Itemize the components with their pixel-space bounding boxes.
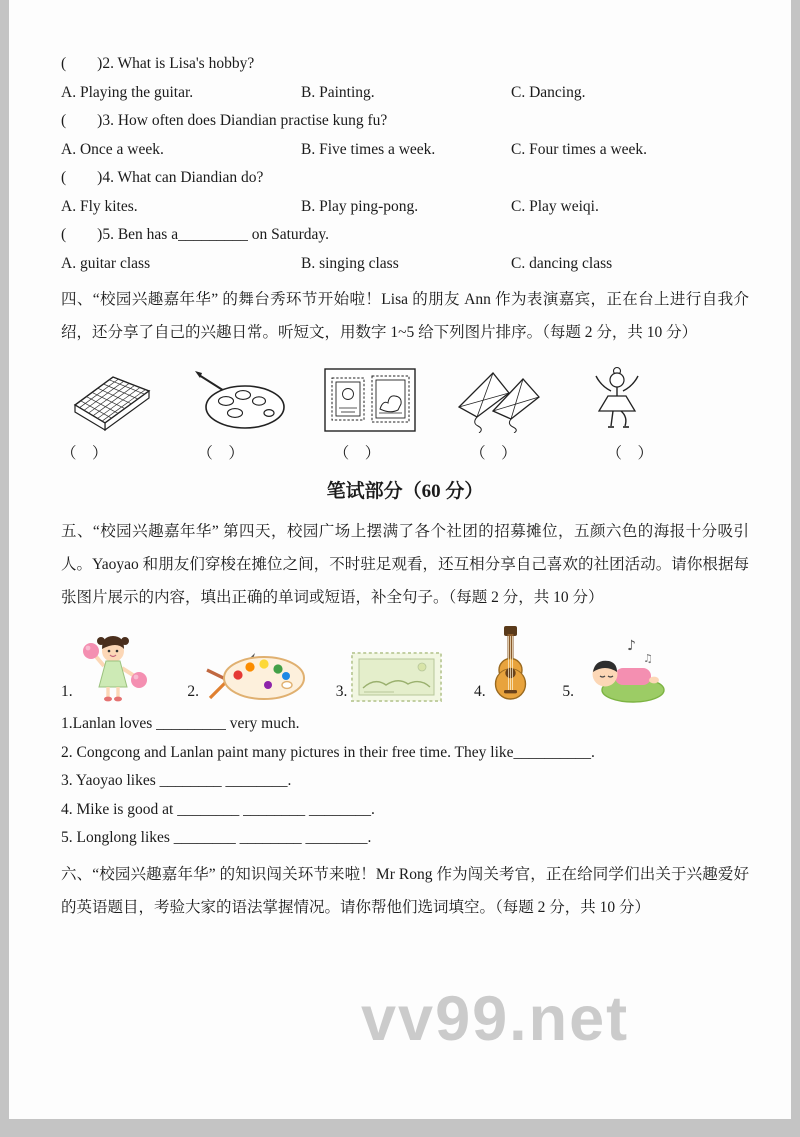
options-row-4	[61, 193, 749, 222]
section5-instructions: 五、“校园兴趣嘉年华” 第四天，校园广场上摆满了各个社团的招募摊位，五颜六色的海报十分吸引人。Yaoyao 和朋友们穿梭在摊位之间，不时驻足观看，还互相分享自己喜欢的社团活动。请你根据每张图片展示的内容，填出正确的单词或短语，补全句子。（每题 2 分，共 10 分）	[61, 523, 749, 606]
fill-in-sentence-1: 1.Lanlan loves _________ very much.	[61, 715, 300, 732]
options-row-5	[61, 250, 749, 279]
picture-item	[324, 367, 416, 433]
section4-picture-row	[61, 363, 653, 433]
paint-palette-icon	[193, 367, 288, 433]
option-c: C. Dancing.	[511, 83, 586, 101]
svg-text:♫: ♫	[643, 652, 653, 665]
option-a: A. guitar class	[61, 254, 151, 272]
item-number: 3.	[335, 683, 348, 700]
picture-item	[581, 363, 653, 433]
option-a: A. Once a week.	[61, 140, 164, 158]
weiqi-board-icon	[61, 367, 156, 433]
fill-in-sentence-2: 2. Congcong and Lanlan paint many pictures in their free time. They like__________.	[61, 743, 595, 761]
paper-sheet	[9, 0, 791, 1119]
option-a: A. Playing the guitar.	[61, 83, 194, 101]
cheering-girl-icon	[76, 624, 158, 704]
picture-item	[336, 650, 445, 704]
fill-in-sentence-4: 4. Mike is good at ________ ________ ________.	[61, 800, 375, 818]
question-stem-3: ( )3. How often does Diandian practise kung fu?	[61, 112, 388, 129]
stamps-icon	[324, 367, 416, 433]
section6-instructions: 六、“校园兴趣嘉年华” 的知识闯关环节来啦！Mr Rong 作为闯关考官，正在给同学们出关于兴趣爱好的英语题目，考验大家的语法掌握情况。请你帮他们选词填空。（每题 2 分，共 10 分）	[61, 865, 749, 916]
item-number: 2.	[187, 683, 199, 700]
picture-item	[474, 624, 533, 704]
answer-blank: （ ）	[606, 445, 653, 462]
section5-picture-row	[61, 624, 669, 704]
ballet-dancer-icon	[581, 363, 653, 433]
option-a: A. Fly kites.	[61, 197, 138, 215]
fill-in-sentence-5: 5. Longlong likes ________ ________ ________.	[61, 829, 372, 846]
item-number: 1.	[61, 683, 73, 700]
page-content	[9, 0, 791, 924]
picture-item	[61, 624, 158, 704]
item-number: 5.	[562, 683, 574, 700]
option-b: B. singing class	[301, 254, 399, 272]
stamp-icon	[350, 650, 444, 704]
option-c: C. Four times a week.	[511, 140, 648, 158]
answer-blank: （ ）	[61, 445, 108, 462]
section4-instructions: 四、“校园兴趣嘉年华” 的舞台秀环节开始啦！Lisa 的朋友 Ann 作为表演嘉宾，正在台上进行自我介绍，还分享了自己的兴趣日常。听短文，用数字 1~5 给下列图片排序。（每题 2 分，共 10 分）	[61, 291, 749, 341]
question-stem-4: ( )4. What can Diandian do?	[61, 169, 264, 186]
site-watermark: vv99.net	[361, 984, 630, 1054]
svg-text:♪: ♪	[627, 638, 636, 654]
written-section-header: 笔试部分（60 分）	[326, 481, 484, 502]
option-b: B. Play ping-pong.	[301, 197, 419, 215]
item-number: 4.	[474, 683, 486, 700]
paint-palette-icon	[202, 642, 306, 704]
kites-icon	[453, 367, 545, 433]
answer-blank: （ ）	[470, 445, 517, 462]
option-c: C. Play weiqi.	[511, 197, 599, 215]
options-row-2	[61, 79, 749, 108]
question-stem-2: ( )2. What is Lisa's hobby?	[61, 55, 255, 72]
option-b: B. Painting.	[301, 83, 375, 101]
answer-blank: （ ）	[333, 445, 381, 462]
picture-item	[193, 367, 288, 433]
picture-item	[61, 367, 156, 433]
option-b: B. Five times a week.	[301, 140, 436, 158]
options-row-3	[61, 136, 749, 165]
answer-blank: （ ）	[197, 445, 244, 462]
guitar-icon	[489, 624, 533, 704]
picture-item	[187, 642, 306, 704]
boy-listening-music-icon	[577, 630, 669, 704]
section4-answer-blanks	[61, 435, 653, 465]
picture-item	[453, 367, 545, 433]
option-c: C. dancing class	[511, 254, 613, 272]
question-stem-5: ( )5. Ben has a_________ on Saturday.	[61, 226, 330, 243]
picture-item	[562, 630, 669, 704]
fill-in-sentence-3: 3. Yaoyao likes ________ ________.	[61, 772, 292, 789]
